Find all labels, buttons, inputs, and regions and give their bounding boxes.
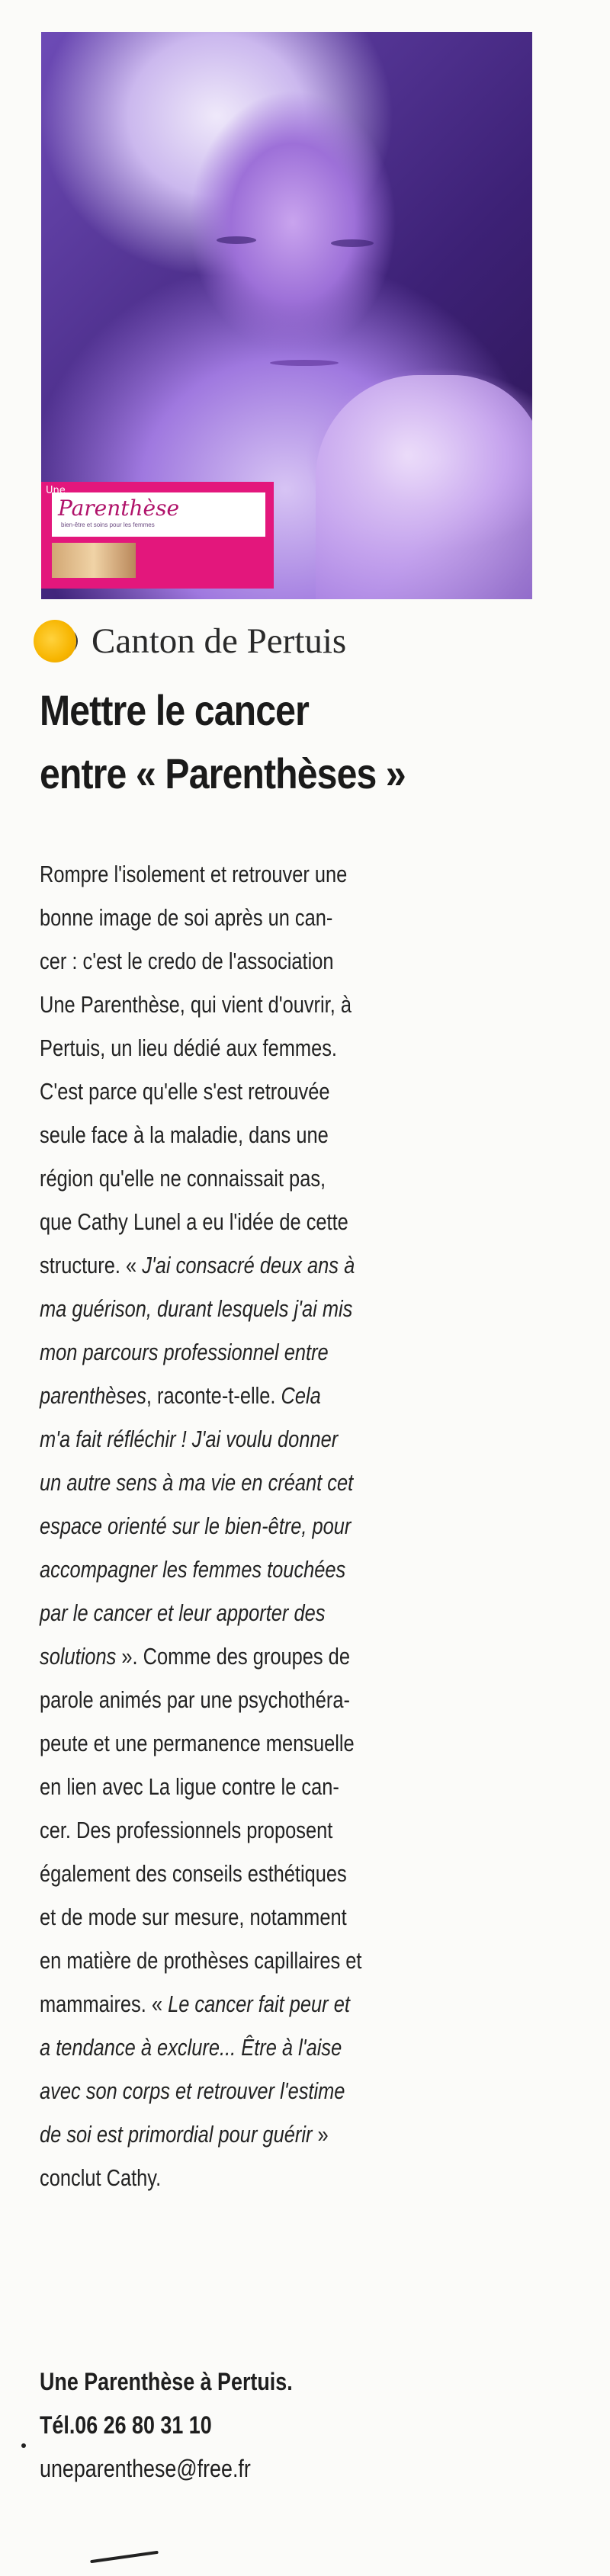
body-line <box>40 1548 465 1591</box>
body-line <box>40 1634 465 1678</box>
logo-small-text: Une <box>46 485 66 496</box>
body-line <box>40 1852 465 1895</box>
body-run-italic: par le cancer et leur apporter des <box>40 1599 326 1626</box>
body-line <box>40 1156 465 1200</box>
body-line <box>40 2069 465 2112</box>
body-run-italic: J'ai consacré deux ans à <box>142 1252 355 1278</box>
logo-tagline: bien-être et soins pour les femmes <box>61 521 155 528</box>
body-line <box>40 1070 465 1113</box>
body-line <box>40 1287 465 1330</box>
body-line <box>40 1765 465 1808</box>
body-run: Une Parenthèse, qui vient d'ouvrir, à <box>40 991 352 1018</box>
body-line <box>40 1982 465 2026</box>
logo-name: Parenthèse <box>58 496 180 521</box>
body-run-italic: un autre sens à ma vie en créant cet <box>40 1469 354 1496</box>
body-run: structure. « <box>40 1252 143 1278</box>
body-line <box>40 1808 465 1852</box>
body-line <box>40 1417 465 1461</box>
body-line <box>40 1591 465 1634</box>
body-line <box>40 1113 465 1156</box>
body-line <box>40 1895 465 1939</box>
body-run: , raconte-t-elle. <box>146 1382 281 1409</box>
body-line <box>40 1721 465 1765</box>
body-run: parole animés par une psychothéra- <box>40 1686 350 1713</box>
body-run-italic: m'a fait réfléchir ! J'ai voulu donner <box>40 1426 339 1452</box>
article-body <box>40 852 558 2199</box>
body-run: conclut Cathy. <box>40 2164 162 2191</box>
body-line <box>40 983 465 1026</box>
body-run-italic: a tendance à exclure... Être à l'aise <box>40 2034 342 2061</box>
body-run: que Cathy Lunel a eu l'idée de cette <box>40 1208 348 1235</box>
body-line <box>40 1200 465 1243</box>
body-run: ». Comme des groupes de <box>116 1643 350 1670</box>
body-line <box>40 852 465 896</box>
body-run: peute et une permanence mensuelle <box>40 1730 355 1756</box>
body-line <box>40 939 465 983</box>
photo-detail <box>331 239 374 247</box>
body-run-italic: solutions <box>40 1643 117 1670</box>
body-run: cer : c'est le credo de l'association <box>40 948 334 974</box>
headline-line: entre « Parenthèses » <box>40 749 406 797</box>
body-line <box>40 1939 465 1982</box>
body-line <box>40 1330 465 1374</box>
contact-name: Une Parenthèse à Pertuis. <box>40 2368 293 2395</box>
body-run-italic: avec son corps et retrouver l'estime <box>40 2077 345 2104</box>
kicker-text: Canton de Pertuis <box>92 621 347 661</box>
body-line <box>40 1374 465 1417</box>
contact-phone: Tél.06 26 80 31 10 <box>40 2411 212 2439</box>
article-photo <box>41 32 532 599</box>
association-logo <box>41 482 274 589</box>
body-run: Rompre l'isolement et retrouver une <box>40 861 348 887</box>
body-line <box>40 1461 465 1504</box>
body-run: mammaires. « <box>40 1991 169 2017</box>
body-run: et de mode sur mesure, notamment <box>40 1904 347 1930</box>
section-kicker <box>34 614 346 668</box>
logo-image-strip <box>52 543 136 578</box>
body-run: » <box>312 2121 329 2148</box>
body-run: seule face à la maladie, dans une <box>40 1121 329 1148</box>
body-run-italic: espace orienté sur le bien-être, pour <box>40 1513 352 1539</box>
body-run: Pertuis, un lieu dédié aux femmes. <box>40 1035 337 1061</box>
photo-detail <box>217 236 256 244</box>
body-line <box>40 2156 465 2199</box>
headline-line: Mettre le cancer <box>40 686 309 734</box>
body-run: également des conseils esthétiques <box>40 1860 347 1887</box>
contact-block <box>40 2360 558 2491</box>
yellow-dot-icon <box>34 620 76 662</box>
body-run-italic: mon parcours professionnel entre <box>40 1339 329 1365</box>
body-line <box>40 1026 465 1070</box>
body-run-italic: Le cancer fait peur et <box>168 1991 350 2017</box>
contact-email: uneparenthese@free.fr <box>40 2455 251 2482</box>
photo-hand <box>316 375 532 599</box>
body-line <box>40 1504 465 1548</box>
body-run-italic: ma guérison, durant lesquels j'ai mis <box>40 1295 353 1322</box>
body-run: cer. Des professionnels proposent <box>40 1817 333 1843</box>
body-run-italic: de soi est primordial pour guérir <box>40 2121 313 2148</box>
body-line <box>40 1243 465 1287</box>
body-line <box>40 2026 465 2069</box>
body-run: C'est parce qu'elle s'est retrouvée <box>40 1078 330 1105</box>
photo-detail <box>270 360 339 366</box>
body-line <box>40 896 465 939</box>
body-line <box>40 2112 465 2156</box>
scan-mark <box>21 2443 26 2448</box>
body-run: en lien avec La ligue contre le can- <box>40 1773 339 1800</box>
body-run: bonne image de soi après un can- <box>40 904 333 931</box>
body-run-italic: parenthèses <box>40 1382 146 1409</box>
body-run-italic: accompagner les femmes touchées <box>40 1556 346 1583</box>
article-headline <box>40 678 499 805</box>
body-run: en matière de prothèses capillaires et <box>40 1947 362 1974</box>
pen-mark <box>90 2551 159 2563</box>
body-line <box>40 1678 465 1721</box>
body-run: région qu'elle ne connaissait pas, <box>40 1165 326 1192</box>
body-run-italic: Cela <box>281 1382 321 1409</box>
